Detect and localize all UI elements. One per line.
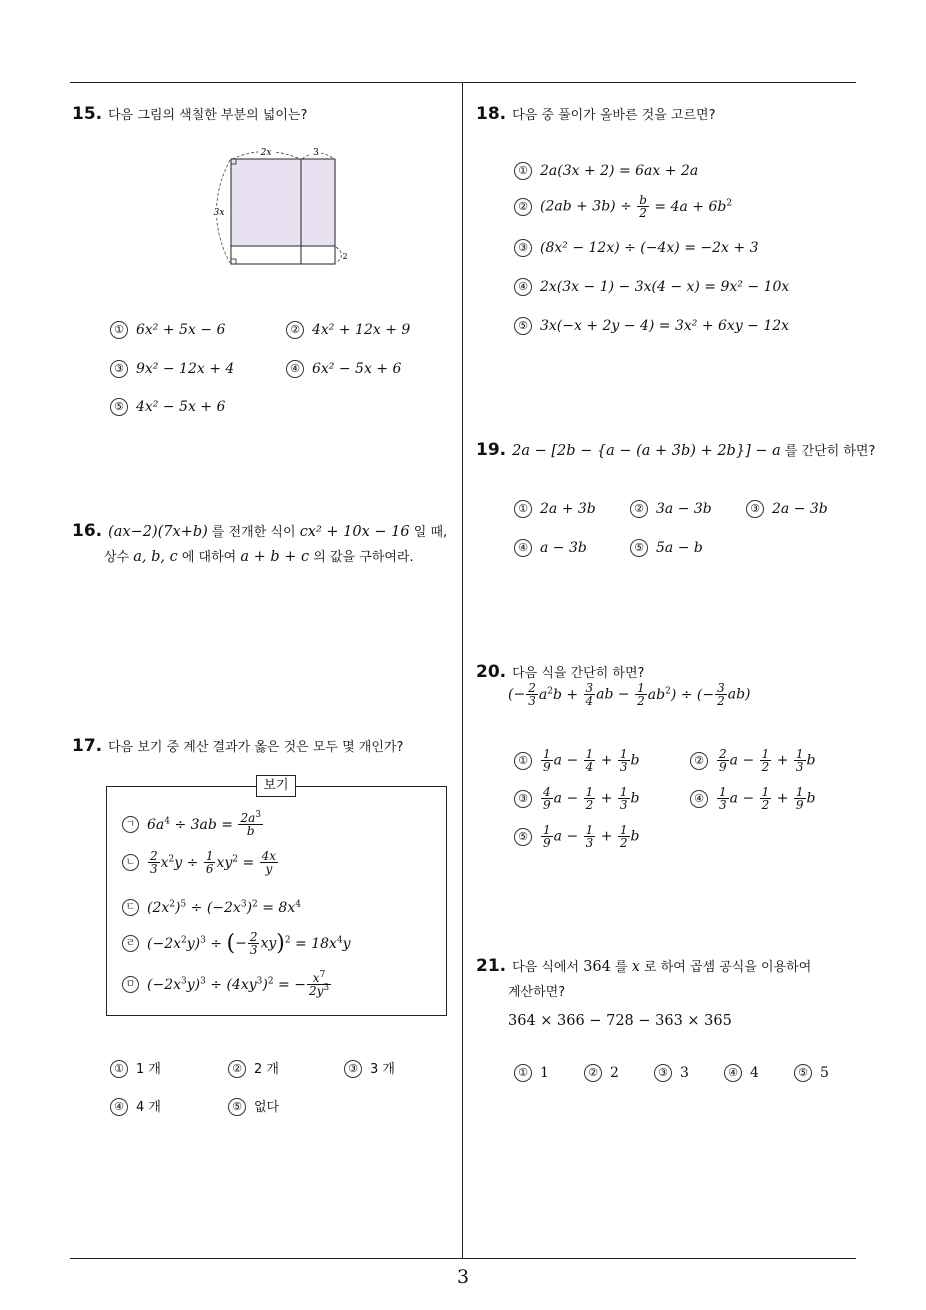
figure-label-right: 2 bbox=[342, 252, 348, 261]
q19-choice-2[interactable]: ② 3a − 3b bbox=[630, 500, 712, 518]
q17-choice-1[interactable]: ① 1 개 bbox=[110, 1058, 161, 1078]
question-16: 16. (ax−2)(7x+b) 를 전개한 식이 cx² + 10x − 16 일 때, 상수 a, b, c 에 대하여 a + b + c 의 값을 구하여라. bbox=[72, 521, 448, 565]
question-number: 18. bbox=[476, 104, 507, 124]
question-number: 20. bbox=[476, 662, 507, 682]
figure-label-top-right: 3 bbox=[313, 148, 319, 158]
q18-choice-3[interactable]: ③ (8x² − 12x) ÷ (−4x) = −2x + 3 bbox=[514, 239, 758, 257]
example-box-label: 보기 bbox=[256, 775, 296, 797]
page-number: 3 bbox=[456, 1266, 470, 1288]
q15-choice-1[interactable]: ① 6x² + 5x − 6 bbox=[110, 321, 225, 339]
bottom-rule bbox=[70, 1258, 856, 1259]
question-text: 다음 중 풀이가 올바른 것을 고르면? bbox=[512, 108, 716, 123]
question-21: 21. 다음 식에서 364 를 x 로 하여 곱셈 공식을 이용하여 계산하면? 364 × 366 − 728 − 363 × 365 bbox=[476, 956, 812, 1029]
question-text: 다음 그림의 색칠한 부분의 넓이는? bbox=[108, 108, 308, 123]
q21-choice-5[interactable]: ⑤ 5 bbox=[794, 1064, 829, 1082]
q20-choice-5[interactable]: ⑤ $\frac{1}{9}$ a − $\frac{1}{3}$ + $\frac{1}{2}$ b bbox=[514, 824, 640, 849]
q17-choice-3[interactable]: ③ 3 개 bbox=[344, 1058, 395, 1078]
q19-choice-3[interactable]: ③ 2a − 3b bbox=[746, 500, 828, 518]
question-number: 16. bbox=[72, 521, 103, 541]
q19-choice-5[interactable]: ⑤ 5a − b bbox=[630, 539, 703, 557]
q17-choice-5[interactable]: ⑤ 없다 bbox=[228, 1096, 279, 1116]
q15-choice-3[interactable]: ③ 9x² − 12x + 4 bbox=[110, 360, 234, 378]
column-divider bbox=[462, 82, 463, 1258]
q20-expression: (− $\frac{2}{3}$ $a^2b$ + $\frac{3}{4}$ ab − $\frac{1}{2}$ $ab^2$) ÷ (− $\frac{3}{2}$ ab) bbox=[508, 681, 751, 708]
question-number: 15. bbox=[72, 104, 103, 124]
q19-choice-1[interactable]: ① 2a + 3b bbox=[514, 500, 596, 518]
q15-choice-4[interactable]: ④ 6x² − 5x + 6 bbox=[286, 360, 401, 378]
q20-choice-3[interactable]: ③ $\frac{4}{9}$ a − $\frac{1}{2}$ + $\frac{1}{3}$ b bbox=[514, 786, 640, 811]
top-rule bbox=[70, 82, 856, 83]
question-text: 다음 보기 중 계산 결과가 옳은 것은 모두 몇 개인가? bbox=[108, 740, 404, 755]
q18-choice-5[interactable]: ⑤ 3x(−x + 2y − 4) = 3x² + 6xy − 12x bbox=[514, 317, 789, 335]
question-number: 21. bbox=[476, 956, 507, 976]
question-number: 19. bbox=[476, 440, 507, 460]
question-text: 다음 식을 간단히 하면? bbox=[512, 666, 645, 681]
q20-choice-2[interactable]: ② $\frac{2}{9}$ a − $\frac{1}{2}$ + $\frac{1}{3}$ b bbox=[690, 748, 816, 773]
example-item-3: ㄷ $(2x^2)^5 \div (-2x^3)^2 = 8x^4$ bbox=[122, 899, 301, 916]
q20-choice-1[interactable]: ① $\frac{1}{9}$ a − $\frac{1}{4}$ + $\frac{1}{3}$ b bbox=[514, 748, 640, 773]
figure-label-top-left: 2x bbox=[260, 148, 272, 158]
q21-choice-4[interactable]: ④ 4 bbox=[724, 1064, 759, 1082]
q15-choice-2[interactable]: ② 4x² + 12x + 9 bbox=[286, 321, 410, 339]
example-item-5: ㅁ $(-2x^3y)^3 \div (4xy^3)^2$ = − $\frac{x^7}{2y^3}$ bbox=[122, 972, 332, 997]
q18-choice-2[interactable]: ② (2ab + 3b) ÷ $\frac{b}{2}$ = $4a + 6b^2$ bbox=[514, 194, 732, 219]
q17-choice-4[interactable]: ④ 4 개 bbox=[110, 1096, 161, 1116]
question-18 bbox=[476, 102, 716, 128]
figure-label-left: 3x bbox=[213, 208, 225, 218]
q21-choice-2[interactable]: ② 2 bbox=[584, 1064, 619, 1082]
example-item-4: ㄹ $(-2x^2y)^3$ ÷ (− $\frac{2}{3}$ $xy)^2 = 18x^4y$ bbox=[122, 931, 351, 956]
question-17 bbox=[72, 734, 403, 760]
q19-choice-4[interactable]: ④ a − 3b bbox=[514, 539, 587, 557]
question-15-figure bbox=[205, 142, 355, 272]
q18-choice-4[interactable]: ④ 2x(3x − 1) − 3x(4 − x) = 9x² − 10x bbox=[514, 278, 789, 296]
question-19: 19. 2a − [2b − {a − (a + 3b) + 2b}] − a 를 간단히 하면? bbox=[476, 440, 876, 460]
q18-choice-1[interactable]: ① 2a(3x + 2) = 6ax + 2a bbox=[514, 162, 698, 180]
example-item-2: ㄴ $\frac{2}{3}$ $x^2y$ ÷ $\frac{1}{6}$ $xy^2$ = $\frac{4x}{y}$ bbox=[122, 850, 279, 875]
q17-choice-2[interactable]: ② 2 개 bbox=[228, 1058, 279, 1078]
q21-expression: 364 × 366 − 728 − 363 × 365 bbox=[508, 1013, 732, 1029]
q20-choice-4[interactable]: ④ $\frac{1}{3}$ a − $\frac{1}{2}$ + $\frac{1}{9}$ b bbox=[690, 786, 816, 811]
question-15 bbox=[72, 102, 307, 128]
q15-choice-5[interactable]: ⑤ 4x² − 5x + 6 bbox=[110, 398, 225, 416]
q21-choice-1[interactable]: ① 1 bbox=[514, 1064, 549, 1082]
example-item-1: ㄱ $6a^4 \div 3ab$ = $\frac{2a^3}{b}$ bbox=[122, 812, 264, 837]
q21-choice-3[interactable]: ③ 3 bbox=[654, 1064, 689, 1082]
question-number: 17. bbox=[72, 736, 103, 756]
